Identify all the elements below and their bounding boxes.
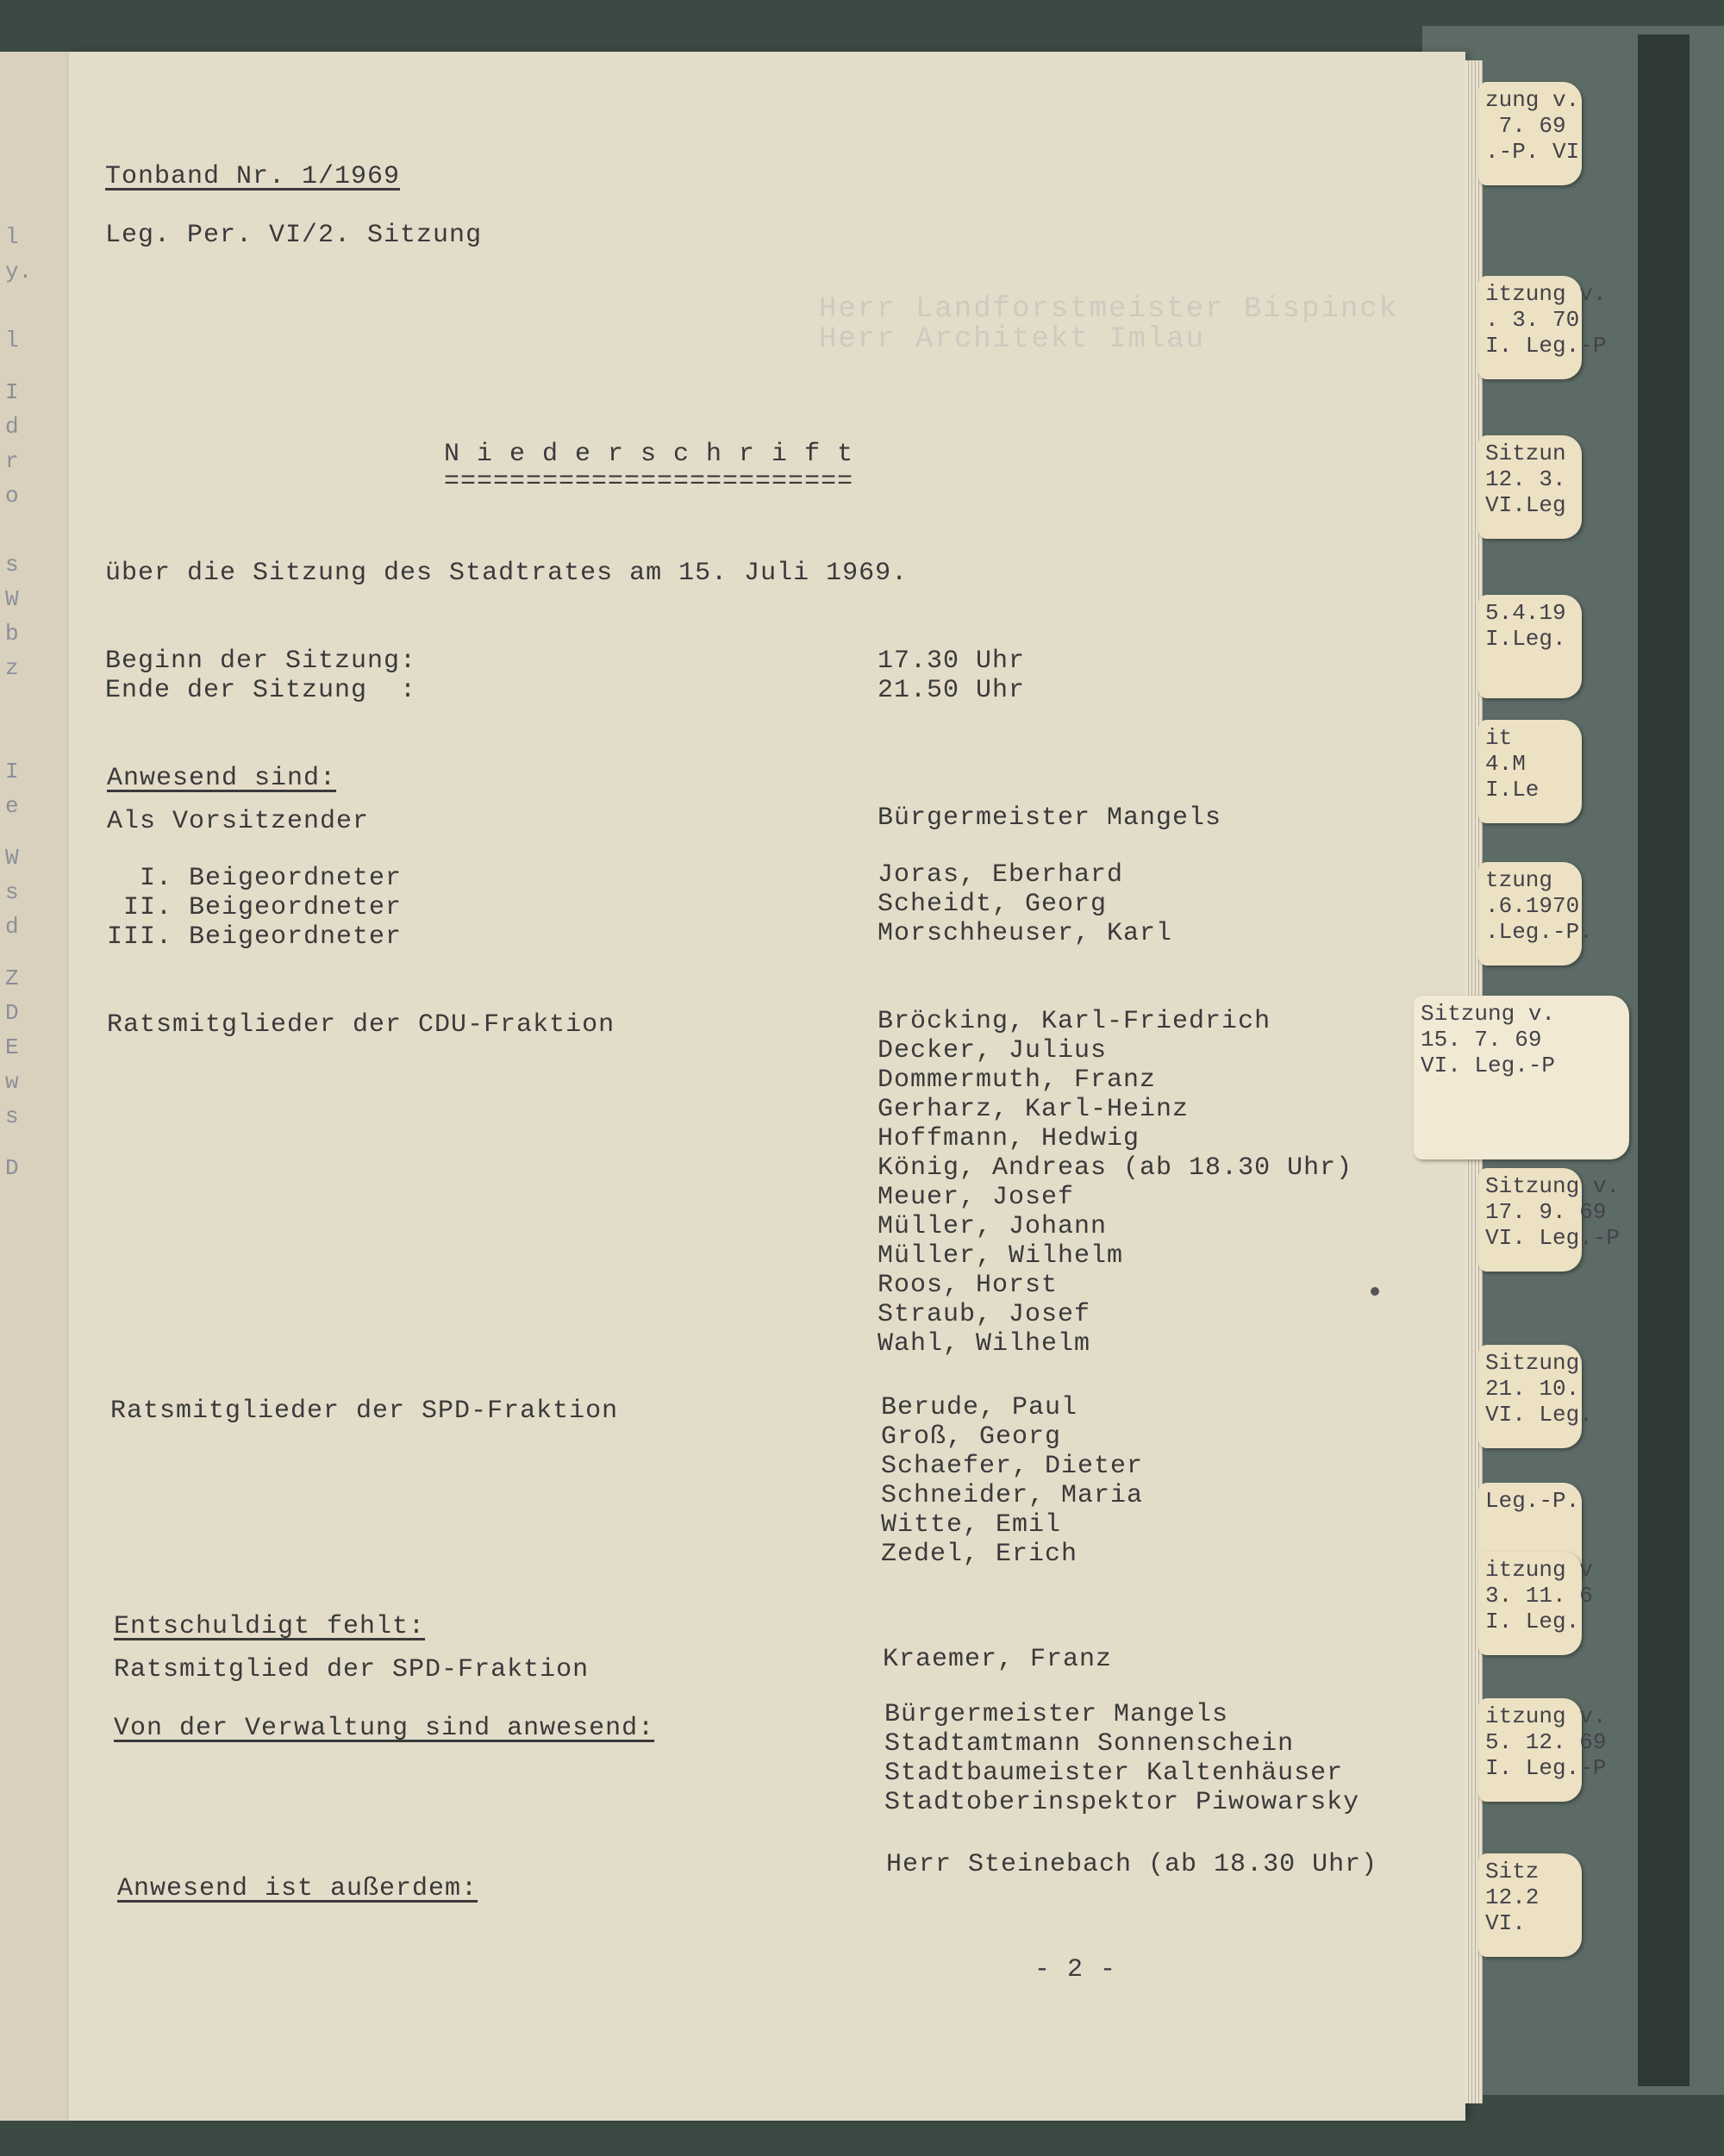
index-tab-selected[interactable]: Sitzung v. 15. 7. 69 VI. Leg.-P — [1414, 996, 1629, 1159]
index-tab[interactable]: itzung . 3. 70 I. Leg.-P — [1478, 276, 1582, 379]
session-label: Leg. Per. VI/2. Sitzung — [105, 221, 483, 250]
index-tab[interactable]: itzung 5. 12. I. Leg.-P — [1478, 1698, 1582, 1802]
deputy-name: Morschheuser, Karl — [878, 919, 1173, 948]
index-tab[interactable]: 5.4.19 I.Leg. — [1478, 595, 1582, 698]
facing-page-fragment: D — [5, 1000, 19, 1026]
excused-label: Ratsmitglied der SPD-Fraktion — [114, 1655, 590, 1684]
cdu-member: Decker, Julius — [878, 1036, 1108, 1066]
admin-member: Stadtbaumeister Kaltenhäuser — [884, 1759, 1344, 1788]
spd-member: Groß, Georg — [881, 1422, 1062, 1452]
index-tab[interactable]: Leg.-P. — [1478, 1483, 1582, 1586]
title-rule: ========================= — [444, 467, 854, 497]
additional-heading: Anwesend ist außerdem: — [117, 1874, 478, 1903]
deputy-label: III. Beigeordneter — [107, 922, 403, 952]
facing-page-fragment: b — [5, 621, 19, 647]
spd-member-list — [881, 1393, 1143, 1569]
facing-page-fragment: I — [5, 379, 19, 405]
deputy-name: Joras, Eberhard — [878, 860, 1124, 890]
spd-label: Ratsmitglieder der SPD-Fraktion — [110, 1397, 619, 1426]
chair-name: Bürgermeister Mangels — [878, 803, 1222, 833]
subtitle: über die Sitzung des Stadtrates am 15. Juli 1969. — [105, 559, 909, 588]
index-tab[interactable]: Sitzun 12. 3. VI.Leg — [1478, 435, 1582, 539]
index-tab[interactable]: Sitzung 17. 9. VI. Leg.-P — [1478, 1168, 1582, 1272]
facing-page-fragment: E — [5, 1034, 19, 1060]
facing-page-fragment: l — [5, 224, 19, 250]
facing-page-fragment: z — [5, 655, 19, 681]
index-tab[interactable]: it 4.M I.Le — [1478, 720, 1582, 823]
facing-page-fragment: W — [5, 845, 19, 871]
session-time-value: 17.30 Uhr — [878, 647, 1026, 676]
session-time-label: Beginn der Sitzung: — [105, 647, 417, 676]
deputy-name: Scheidt, Georg — [878, 890, 1108, 919]
index-tab[interactable]: Sitz 12.2 VI. — [1478, 1853, 1582, 1957]
tape-label: Tonband Nr. 1/1969 — [105, 162, 401, 191]
cdu-member: Müller, Johann — [878, 1212, 1108, 1241]
excused-heading: Entschuldigt fehlt: — [114, 1612, 426, 1641]
facing-page-fragment: W — [5, 586, 19, 612]
index-tab[interactable]: itzung v 3. 11. 6 I. Leg. — [1478, 1552, 1582, 1655]
admin-member: Bürgermeister Mangels — [884, 1700, 1229, 1729]
admin-member: Stadtoberinspektor Piwowarsky — [884, 1788, 1360, 1817]
spd-member: Schneider, Maria — [881, 1481, 1144, 1510]
chair-label: Als Vorsitzender — [107, 807, 370, 836]
index-tab[interactable]: tzung .6.1970 .Leg.-P. — [1478, 862, 1582, 966]
facing-page-fragment: s — [5, 552, 19, 578]
facing-page-fragment: s — [5, 1103, 19, 1129]
document-title: N i e d e r s c h r i f t — [444, 440, 854, 469]
facing-page-fragment: y. — [5, 259, 33, 284]
additional-name: Herr Steinebach (ab 18.30 Uhr) — [886, 1850, 1378, 1879]
binder-spine — [1638, 34, 1690, 2086]
facing-page-fragment: d — [5, 414, 19, 440]
facing-page-fragment: Z — [5, 966, 19, 991]
index-tab[interactable]: zung v. 7. 69 .-P. VI — [1478, 82, 1582, 185]
document-page — [69, 52, 1465, 2121]
spd-member: Schaefer, Dieter — [881, 1452, 1144, 1481]
facing-page-fragment: o — [5, 483, 19, 509]
facing-page-fragment: D — [5, 1155, 19, 1181]
cdu-member: Meuer, Josef — [878, 1183, 1075, 1212]
deputy-label: II. Beigeordneter — [107, 893, 403, 922]
facing-page-fragment: w — [5, 1069, 19, 1095]
session-time-label: Ende der Sitzung : — [105, 676, 417, 705]
admin-member-list — [884, 1700, 1359, 1817]
session-time-value: 21.50 Uhr — [878, 676, 1026, 705]
cdu-member: Gerharz, Karl-Heinz — [878, 1095, 1190, 1124]
cdu-member: König, Andreas (ab 18.30 Uhr) — [878, 1153, 1353, 1183]
cdu-member: Müller, Wilhelm — [878, 1241, 1124, 1271]
facing-page-fragment: r — [5, 448, 19, 474]
facing-page-fragment: I — [5, 759, 19, 784]
facing-page-fragment: s — [5, 879, 19, 905]
cdu-member: Bröcking, Karl-Friedrich — [878, 1007, 1271, 1036]
cdu-member-list — [878, 1007, 1352, 1359]
cdu-member: Wahl, Wilhelm — [878, 1329, 1091, 1359]
bleed-through-text: Herr Landforstmeister Bispinck — [819, 293, 1399, 326]
cdu-label: Ratsmitglieder der CDU-Fraktion — [107, 1010, 615, 1040]
facing-page — [0, 52, 73, 2121]
bleed-through-text: Herr Architekt Imlau — [819, 323, 1206, 356]
ink-dot — [1371, 1287, 1379, 1296]
facing-page-fragment: e — [5, 793, 19, 819]
cdu-member: Straub, Josef — [878, 1300, 1091, 1329]
admin-heading: Von der Verwaltung sind anwesend: — [114, 1714, 655, 1743]
page-number: - 2 - — [1034, 1955, 1117, 1984]
cdu-member: Roos, Horst — [878, 1271, 1059, 1300]
facing-page-fragment: l — [5, 328, 19, 353]
spd-member: Berude, Paul — [881, 1393, 1078, 1422]
present-heading: Anwesend sind: — [107, 764, 337, 793]
facing-page-fragment: d — [5, 914, 19, 940]
deputy-label: I. Beigeordneter — [107, 864, 403, 893]
cdu-member: Hoffmann, Hedwig — [878, 1124, 1140, 1153]
admin-member: Stadtamtmann Sonnenschein — [884, 1729, 1295, 1759]
spd-member: Witte, Emil — [881, 1510, 1062, 1540]
index-tab[interactable]: Sitzung 21. 10. VI. Leg. — [1478, 1345, 1582, 1448]
spd-member: Zedel, Erich — [881, 1540, 1078, 1569]
excused-name: Kraemer, Franz — [883, 1645, 1113, 1674]
cdu-member: Dommermuth, Franz — [878, 1066, 1157, 1095]
